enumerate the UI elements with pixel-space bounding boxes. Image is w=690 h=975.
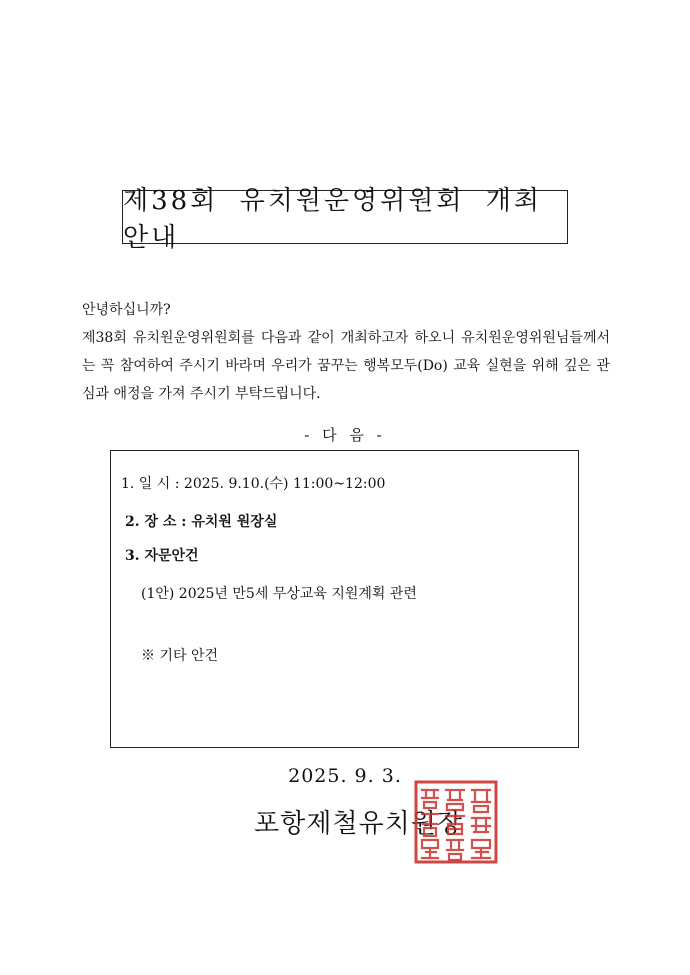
agenda-title: 3. 자문안건 <box>125 548 199 564</box>
document-date: 2025. 9. 3. <box>288 765 402 787</box>
greeting-text: 안녕하십니까? <box>82 302 171 318</box>
organization-name: 포항제철유치원장 <box>254 809 463 839</box>
datetime-item: 1. 일 시 : 2025. 9.10.(수) 11:00~12:00 <box>121 476 386 492</box>
intro-body-text: 제38회 유치원운영위원회를 다음과 같이 개최하고자 하오니 유치원운영위원님들께서는 꼭 참여하여 주시기 바라며 우리가 꿈꾸는 행복모두(Do) 교육 실현을 위해 깊은 관심과 애정을 가져 주시기 부탁드립니다. <box>82 330 610 402</box>
official-seal-stamp <box>414 780 498 864</box>
agenda-item: (1안) 2025년 만5세 무상교육 지원계획 관련 <box>141 586 417 602</box>
other-agenda-item: ※ 기타 안건 <box>141 648 218 664</box>
document-title-box <box>122 186 568 253</box>
place-item: 2. 장 소 : 유치원 원장실 <box>125 514 278 530</box>
document-title: 제38회 유치원운영위원회 개최 안내 <box>123 186 543 253</box>
details-box <box>110 450 579 748</box>
intro-paragraph <box>82 296 610 408</box>
section-heading: - 다 음 - <box>304 426 386 444</box>
